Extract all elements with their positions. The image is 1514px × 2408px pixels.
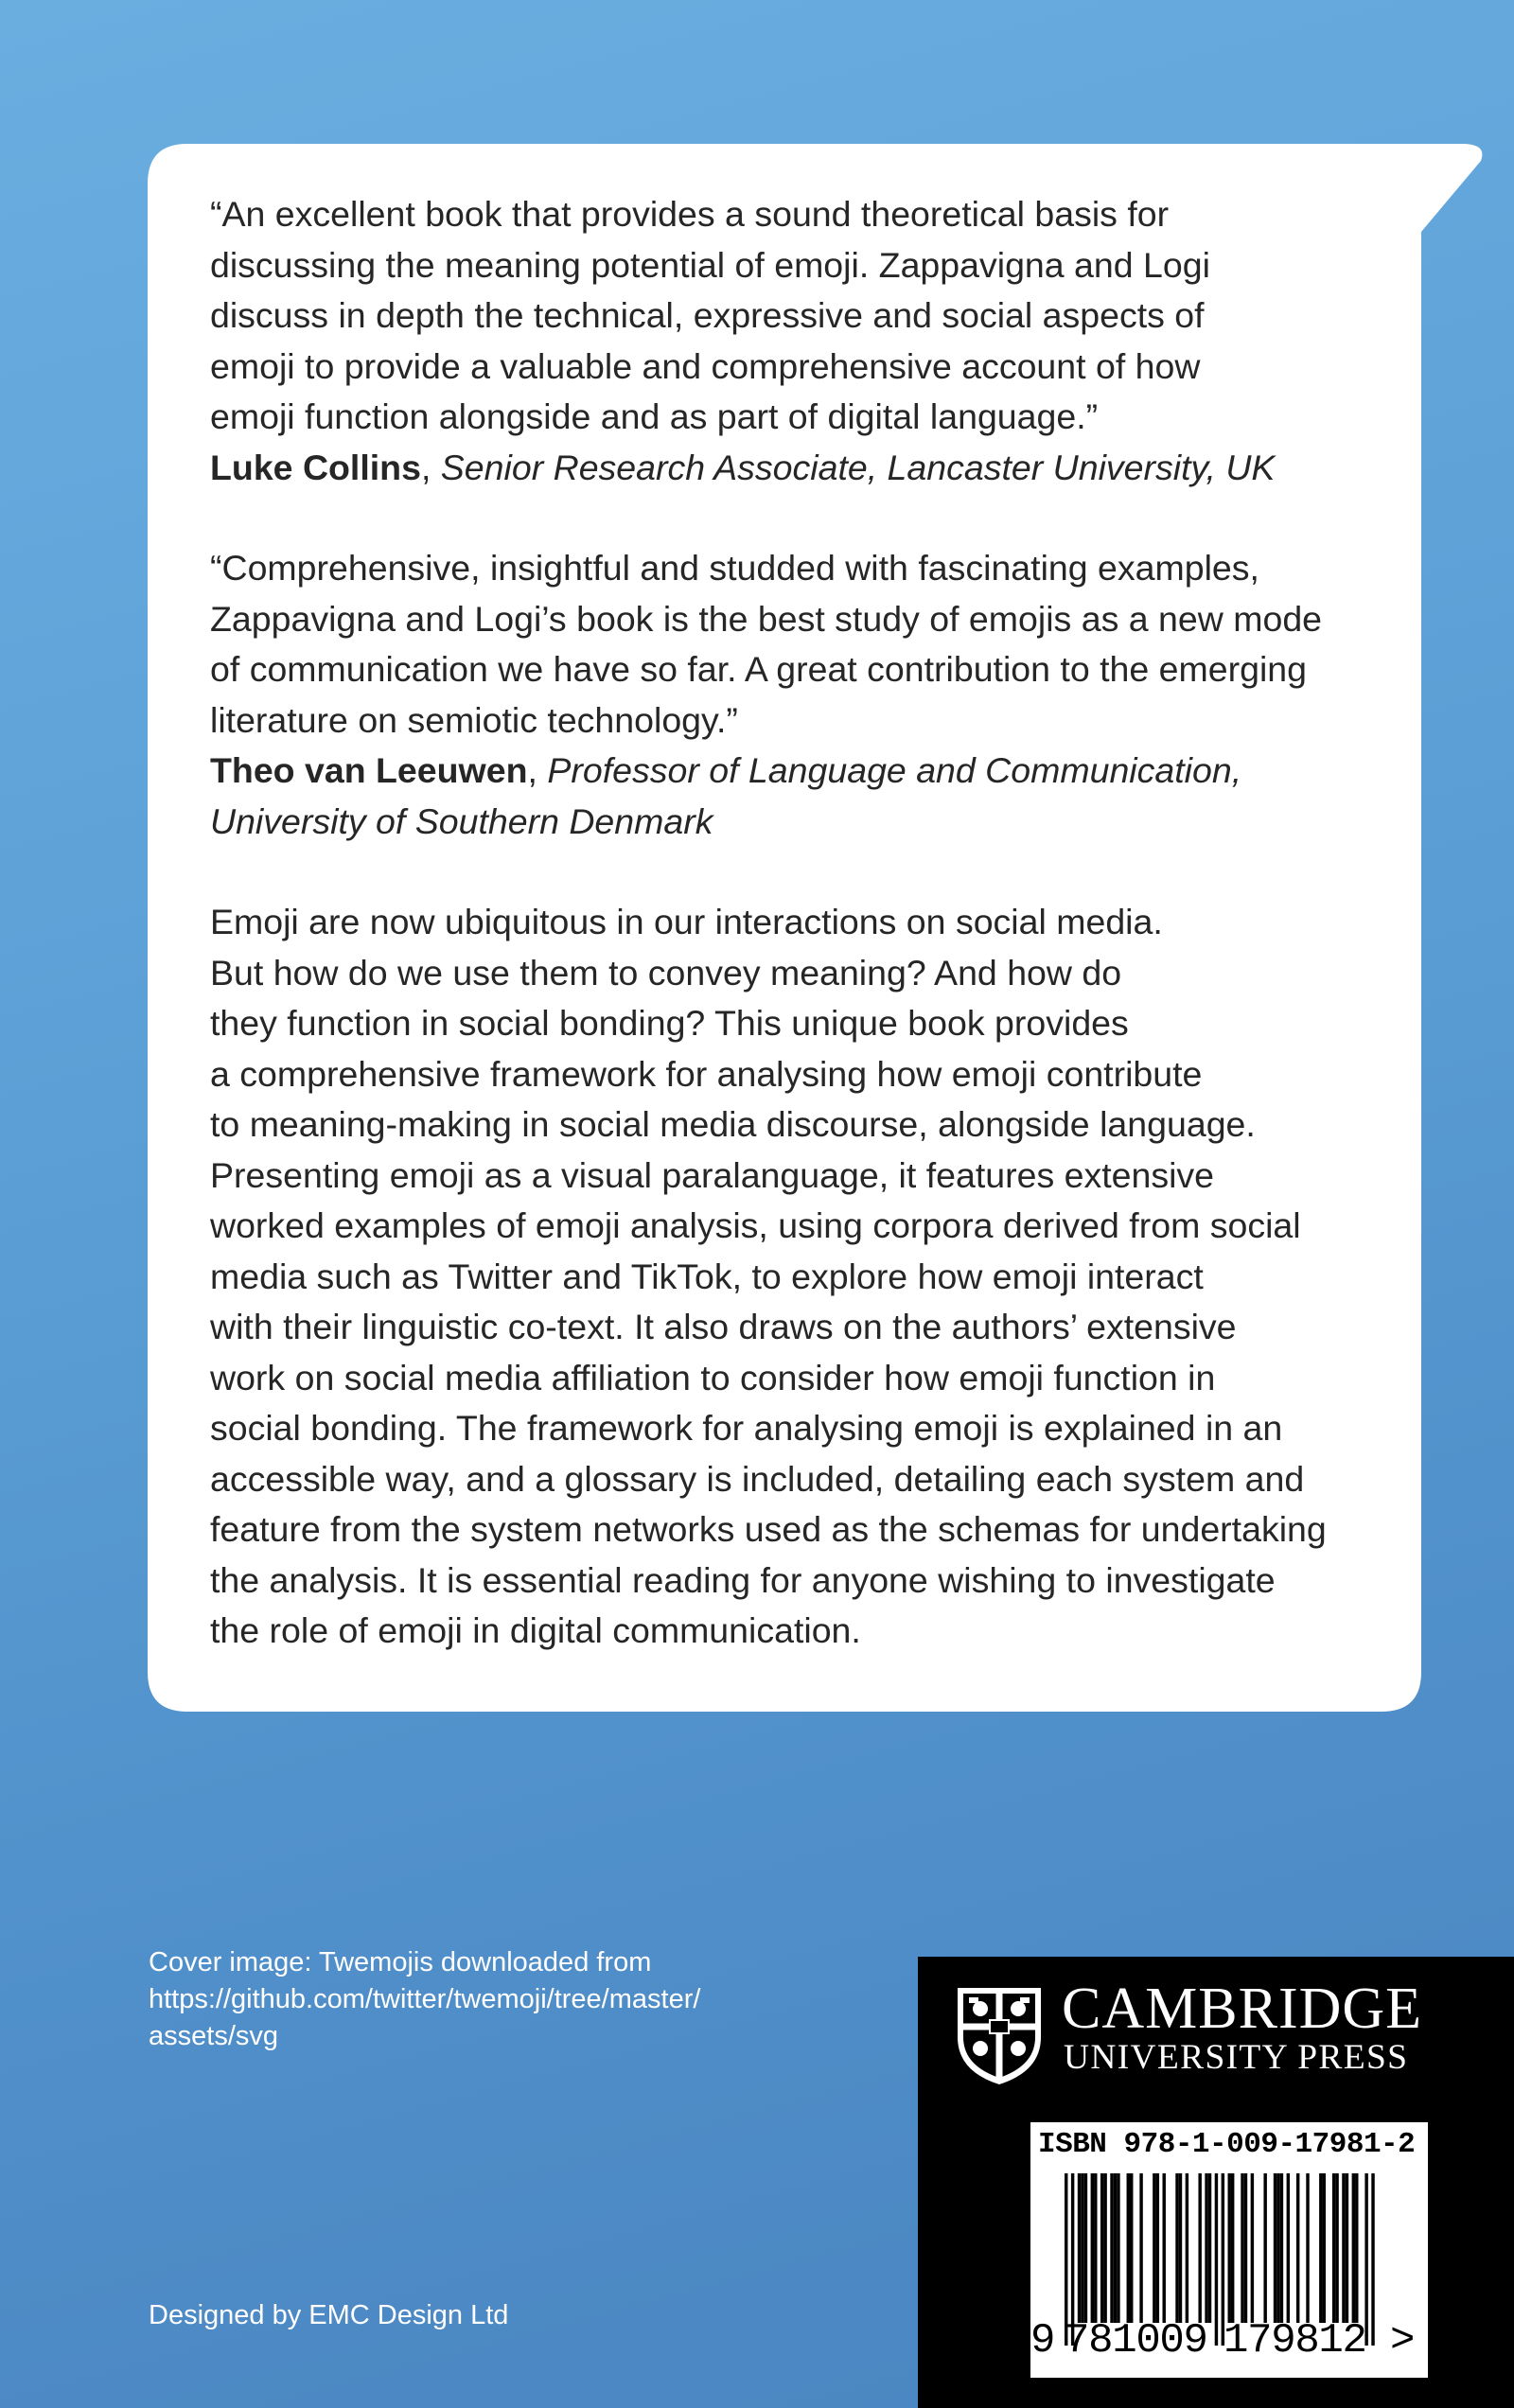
description-line: a comprehensive framework for analysing how emoji contribute	[210, 1053, 1203, 1094]
barcode-bar	[1084, 2173, 1087, 2323]
book-description	[210, 897, 1402, 1657]
description-line: feature from the system networks used as the schemas for undertaking	[210, 1509, 1327, 1549]
credit-line: assets/svg	[149, 2021, 278, 2051]
description-line: Emoji are now ubiquitous in our interactions on social media.	[210, 902, 1163, 941]
description-line: media such as Twitter and TikTok, to explore how emoji interact	[210, 1256, 1204, 1296]
publisher-name: CAMBRIDGE	[1062, 1977, 1423, 2041]
barcode-bar	[1186, 2173, 1188, 2323]
barcode-bar	[1198, 2173, 1201, 2323]
quote-line: literature on semiotic technology.”	[210, 699, 738, 740]
description-line: with their linguistic co-text. It also draws on the authors’ extensive	[210, 1307, 1237, 1346]
barcode-bar	[1306, 2173, 1309, 2323]
barcode-bar	[1117, 2173, 1119, 2323]
barcode-bar	[1205, 2173, 1207, 2323]
isbn-label: ISBN 978-1-009-17981-2	[1038, 2128, 1416, 2161]
endorser-name: Luke Collins	[210, 447, 421, 487]
quote-line: “Comprehensive, insightful and studded with fascinating examples,	[210, 548, 1259, 588]
barcode-bar	[1274, 2173, 1276, 2323]
barcode-bar	[1251, 2173, 1254, 2323]
description-line: accessible way, and a glossary is included, detailing each system and	[210, 1458, 1305, 1499]
barcode-bar	[1175, 2173, 1178, 2323]
barcode-bar	[1100, 2173, 1103, 2323]
barcode-bar	[1114, 2173, 1117, 2323]
cambridge-shield-icon	[954, 1984, 1045, 2086]
description-line: But how do we use them to convey meaning? And how do	[210, 952, 1122, 993]
quote-line: discussing the meaning potential of emoji. Zappavigna and Logi	[210, 244, 1210, 285]
publisher-subtitle: UNIVERSITY PRESS	[1064, 2038, 1409, 2077]
barcode-bar	[1371, 2173, 1374, 2346]
credit-line: https://github.com/twitter/twemoji/tree/master/	[149, 1984, 701, 2014]
barcode-bar	[1215, 2173, 1218, 2346]
barcode-bar	[1323, 2173, 1326, 2323]
barcode-bar	[1110, 2173, 1113, 2323]
barcode-bar	[1228, 2173, 1231, 2323]
barcode-bar	[1103, 2173, 1106, 2323]
barcode-bar	[1276, 2173, 1279, 2323]
endorser-line: Theo van Leeuwen, Professor of Language and Communication,	[210, 750, 1242, 790]
barcode-bar	[1163, 2173, 1166, 2323]
quote-line: “An excellent book that provides a sound theoretical basis for	[210, 194, 1170, 234]
barcode-bar	[1241, 2173, 1243, 2323]
description-line: work on social media affiliation to consider how emoji function in	[210, 1357, 1216, 1397]
designer-credit: Designed by EMC Design Ltd	[149, 2300, 509, 2330]
description-line: worked examples of emoji analysis, using corpora derived from social	[210, 1205, 1301, 1245]
isbn-barcode	[1030, 2122, 1428, 2378]
barcode-digits-right: 179812	[1224, 2317, 1366, 2364]
quote-line: Zappavigna and Logi’s book is the best study of emojis as a new mode	[210, 598, 1323, 639]
barcode-digits-left: 781009	[1065, 2317, 1207, 2364]
quote-line: emoji function alongside and as part of digital language.”	[210, 396, 1099, 436]
endorser-title: University of Southern Denmark	[210, 800, 713, 841]
barcode-bar	[1208, 2173, 1211, 2323]
barcode-bar	[1130, 2173, 1133, 2323]
endorser-title: Professor of Language and Communication,	[547, 750, 1242, 790]
credit-line: Cover image: Twemojis downloaded from	[149, 1947, 652, 1977]
barcode-bar	[1287, 2173, 1290, 2323]
endorser-title: Senior Research Associate, Lancaster University, UK	[440, 447, 1276, 487]
endorsement-2	[210, 543, 1402, 847]
barcode-bar	[1153, 2173, 1155, 2323]
description-line: social bonding. The framework for analysing emoji is explained in an	[210, 1408, 1283, 1448]
barcode-bar	[1346, 2173, 1348, 2323]
description-line: the role of emoji in digital communication.	[210, 1610, 861, 1650]
barcode-bar	[1127, 2173, 1130, 2323]
barcode-bar	[1319, 2173, 1322, 2323]
barcode-bar	[1280, 2173, 1283, 2323]
barcode-bar	[1352, 2173, 1355, 2323]
barcode-bar	[1081, 2173, 1083, 2323]
barcode-bar	[1156, 2173, 1159, 2323]
barcode-bar	[1179, 2173, 1182, 2323]
endorser-line: Luke Collins, Senior Research Associate, Lancaster University, UK	[210, 447, 1276, 487]
cover-image-credit	[149, 1944, 811, 2055]
bubble-text	[210, 189, 1402, 1657]
barcode-bar	[1335, 2173, 1338, 2323]
endorser-name: Theo van Leeuwen	[210, 750, 528, 790]
barcode-bar	[1244, 2173, 1247, 2323]
barcode-digit-lead: 9	[1030, 2317, 1056, 2364]
description-line: the analysis. It is essential reading for anyone wishing to investigate	[210, 1559, 1276, 1600]
barcode-bar	[1355, 2173, 1358, 2323]
barcode-bar	[1094, 2173, 1097, 2323]
barcode-bar	[1091, 2173, 1094, 2323]
barcode-bar	[1342, 2173, 1345, 2323]
barcode-bar	[1332, 2173, 1335, 2323]
quote-line: of communication we have so far. A great contribution to the emerging	[210, 649, 1308, 689]
barcode-end-marker: >	[1390, 2317, 1416, 2364]
quote-line: emoji to provide a valuable and comprehensive account of how	[210, 345, 1201, 386]
description-line: to meaning-making in social media discourse, alongside language.	[210, 1104, 1256, 1144]
description-line: they function in social bonding? This unique book provides	[210, 1003, 1129, 1043]
barcode-bar	[1296, 2173, 1299, 2323]
barcode-bar	[1139, 2173, 1142, 2323]
barcode-bar	[1263, 2173, 1266, 2323]
barcode-bar	[1078, 2173, 1081, 2323]
endorsement-1	[210, 189, 1402, 493]
publisher-panel	[918, 1957, 1514, 2408]
quote-line: discuss in depth the technical, expressive and social aspects of	[210, 295, 1205, 335]
description-line: Presenting emoji as a visual paralanguage, it features extensive	[210, 1154, 1215, 1195]
barcode-bar	[1231, 2173, 1234, 2323]
